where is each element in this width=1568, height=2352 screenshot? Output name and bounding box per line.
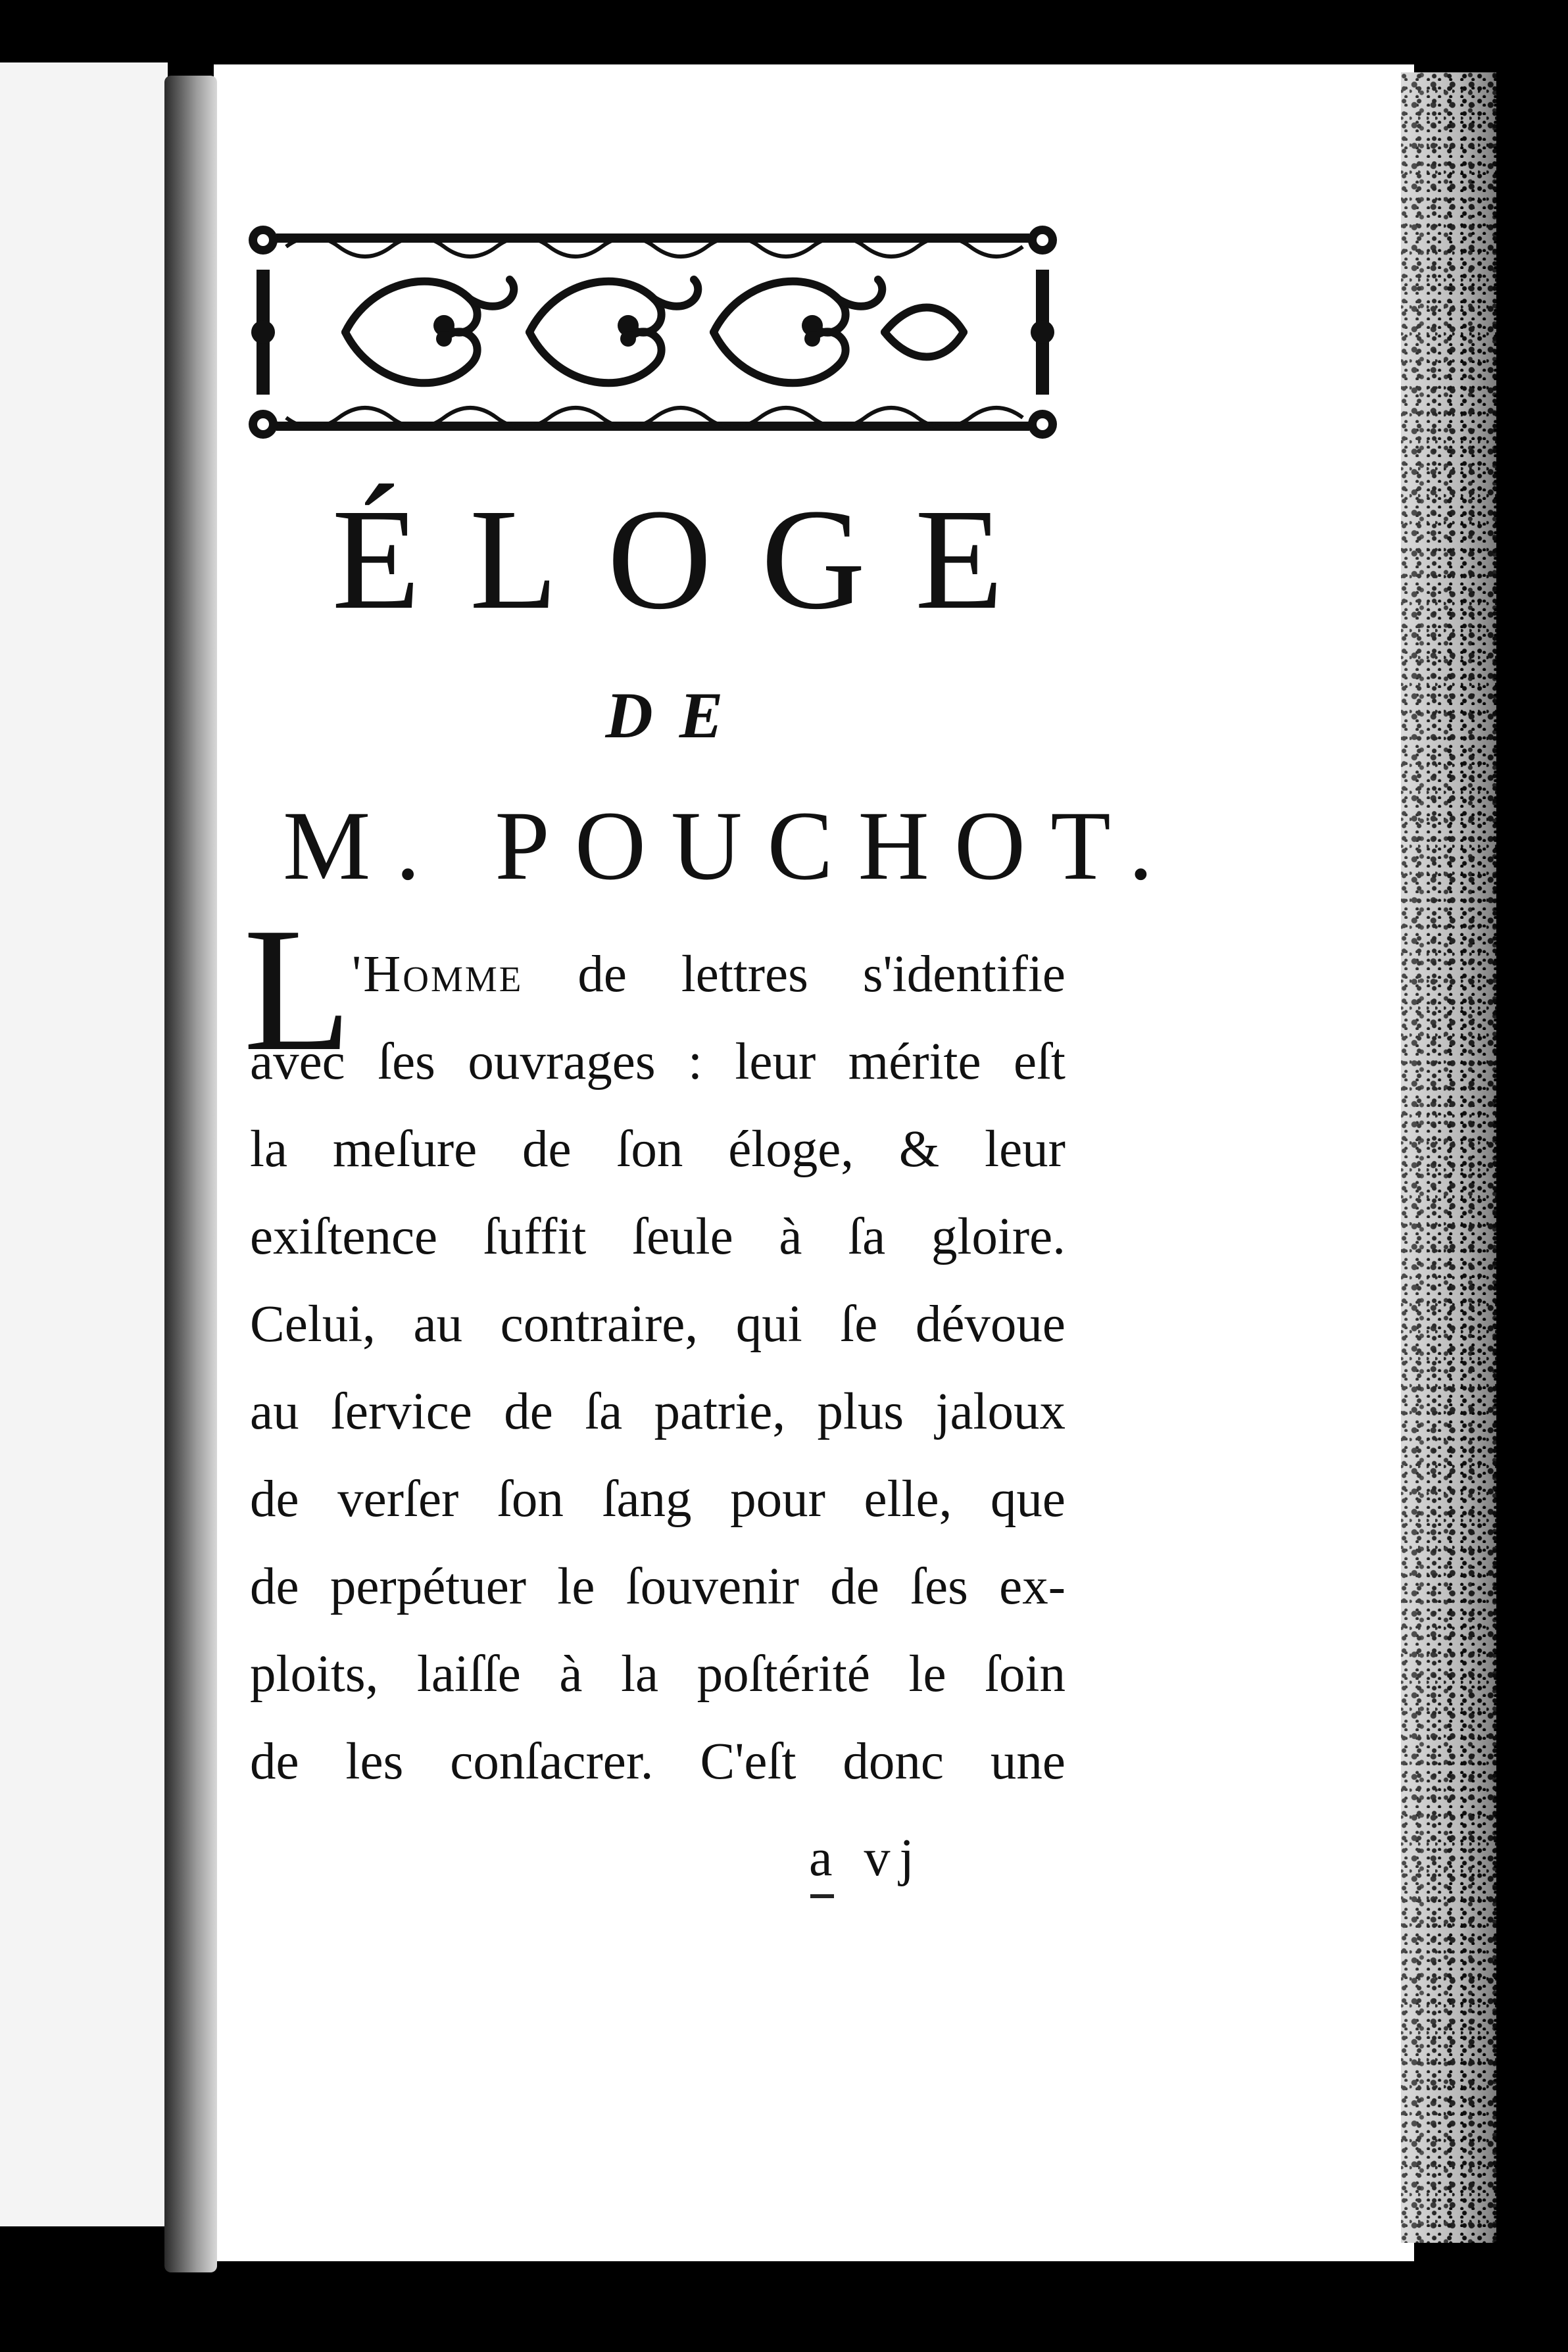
title-eloge: ÉLOGE bbox=[331, 479, 1053, 639]
body-line-8: de perpétuer le ſouvenir de ſes ex- bbox=[250, 1558, 1066, 1615]
body-line-6: au ſervice de ſa patrie, plus jaloux bbox=[250, 1383, 1066, 1440]
drop-cap: L bbox=[243, 891, 352, 1088]
book-gutter bbox=[164, 76, 217, 2272]
signature-underline bbox=[810, 1894, 834, 1898]
body-line-10: de les conſacrer. C'eſt donc une bbox=[250, 1733, 1066, 1790]
body-line-7: de verſer ſon ſang pour elle, que bbox=[250, 1471, 1066, 1528]
first-word: 'Homme bbox=[352, 946, 524, 1003]
body-line-1-text: de lettres s'identifie bbox=[523, 946, 1066, 1003]
headpiece-ornament bbox=[247, 220, 1059, 444]
body-line-5: Celui, au contraire, qui ſe dévoue bbox=[250, 1296, 1066, 1353]
facing-page-edge bbox=[0, 62, 168, 2226]
body-line-2: avec ſes ouvrages : leur mérite eſt bbox=[250, 1033, 1066, 1090]
fore-edge-shading bbox=[1401, 72, 1496, 2243]
signature-mark: a vj bbox=[809, 1829, 923, 1887]
title-name: M. POUCHOT. bbox=[283, 791, 1179, 900]
body-line-3: la meſure de ſon éloge, & leur bbox=[250, 1121, 1066, 1178]
body-text bbox=[243, 891, 1066, 1805]
title-de: DE bbox=[605, 679, 750, 752]
body-line-4: exiſtence ſuffit ſeule à ſa gloire. bbox=[250, 1208, 1066, 1265]
body-line-9: ploits, laiſſe à la poſtérité le ſoin bbox=[250, 1646, 1066, 1703]
